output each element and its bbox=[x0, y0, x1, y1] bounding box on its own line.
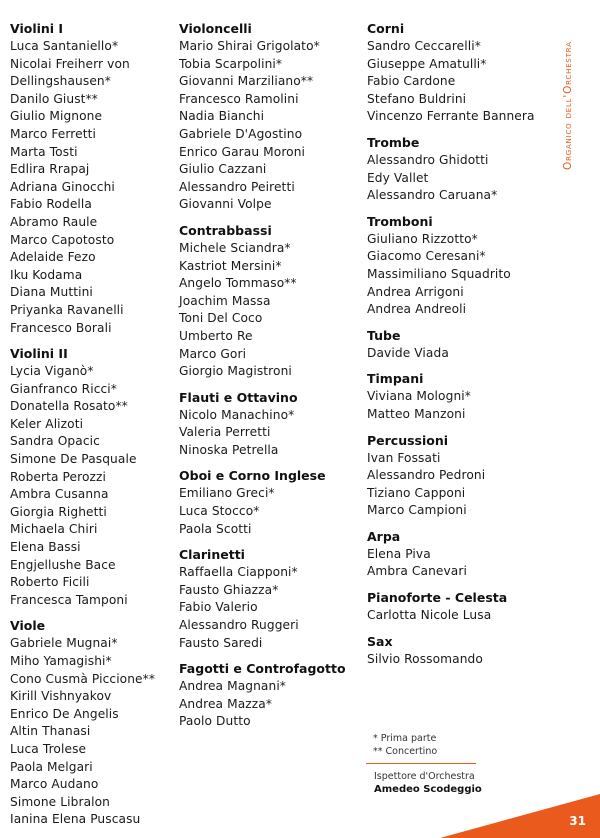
member-name: Adriana Ginocchi bbox=[10, 179, 115, 194]
member-name: Michaela Chiri bbox=[10, 522, 98, 537]
member-name: Mario Shirai Grigolato* bbox=[179, 39, 320, 53]
member-name: Marco Capotosto bbox=[10, 232, 115, 247]
section bbox=[179, 467, 359, 538]
section bbox=[10, 345, 168, 609]
section bbox=[179, 546, 359, 652]
member-name: Carlotta Nicole Lusa bbox=[367, 608, 492, 623]
member-name: Paolo Dutto bbox=[179, 714, 251, 729]
member-name: Joachim Massa bbox=[179, 293, 271, 308]
inspector-label: Ispettore d'Orchestra bbox=[374, 771, 475, 782]
member-name: Francesca Tamponi bbox=[10, 592, 128, 607]
member-name: Davide Viada bbox=[367, 345, 449, 360]
section-title: Percussioni bbox=[367, 432, 449, 448]
member-name: Marta Tosti bbox=[10, 144, 78, 159]
member-name: Giovanni Volpe bbox=[179, 197, 272, 212]
inspector-name: Amedeo Scodeggio bbox=[374, 784, 482, 795]
section-title: Trombe bbox=[367, 134, 420, 150]
member-name: Andrea Andreoli bbox=[367, 302, 467, 317]
section bbox=[179, 389, 359, 460]
member-name: Valeria Perretti bbox=[179, 425, 271, 440]
member-name: Gabriele D'Agostino bbox=[179, 126, 303, 141]
member-name: Paola Scotti bbox=[179, 521, 252, 536]
section bbox=[10, 20, 168, 337]
member-name: Simone De Pasquale bbox=[10, 452, 137, 467]
section bbox=[367, 327, 547, 363]
member-name: Marco Ferretti bbox=[10, 126, 96, 141]
member-name: Francesco Ramolini bbox=[179, 91, 299, 106]
member-name: Ambra Canevari bbox=[367, 564, 467, 579]
member-name: Viviana Mologni* bbox=[367, 389, 471, 404]
member-name: Priyanka Ravanelli bbox=[10, 302, 124, 317]
section bbox=[367, 528, 547, 581]
section-title: Sax bbox=[367, 633, 393, 649]
member-name: Tiziano Capponi bbox=[367, 485, 466, 500]
section bbox=[10, 617, 168, 829]
column-middle bbox=[179, 20, 359, 739]
member-name: Paola Melgari bbox=[10, 759, 93, 774]
member-name: Cono Cusmà Piccione** bbox=[10, 671, 156, 686]
member-name: Luca Stocco* bbox=[179, 504, 260, 519]
member-name: Donatella Rosato** bbox=[10, 399, 128, 414]
section-title: Violoncelli bbox=[179, 21, 252, 36]
member-name: Tobia Scarpolini* bbox=[179, 56, 283, 71]
section-title: Pianoforte - Celesta bbox=[367, 590, 508, 606]
orchestra-inspector bbox=[374, 770, 482, 797]
member-name: Alessandro Peiretti bbox=[179, 179, 295, 194]
member-name: Angelo Tommaso** bbox=[179, 276, 297, 291]
member-name: Fausto Saredi bbox=[179, 635, 263, 650]
member-name: Matteo Manzoni bbox=[367, 406, 466, 421]
member-name: Francesco Borali bbox=[10, 320, 112, 335]
section bbox=[179, 222, 359, 381]
section-title: Tromboni bbox=[367, 213, 433, 229]
member-name: Enrico De Angelis bbox=[10, 706, 119, 721]
member-name: Luca Santaniello* bbox=[10, 39, 119, 53]
member-name: Altin Thanasi bbox=[10, 724, 91, 739]
member-name: Iku Kodama bbox=[10, 267, 83, 282]
section bbox=[179, 20, 359, 214]
section-title: Viole bbox=[10, 618, 46, 634]
member-name: Roberta Perozzi bbox=[10, 469, 107, 484]
member-name: Dellingshausen* bbox=[10, 74, 111, 89]
member-name: Giorgio Magistroni bbox=[179, 364, 292, 379]
column-left bbox=[10, 20, 168, 837]
member-name: Marco Gori bbox=[179, 346, 247, 361]
legend-prima-parte: * Prima parte bbox=[373, 733, 437, 744]
member-name: Elena Piva bbox=[367, 546, 431, 561]
section-title: Violini II bbox=[10, 346, 68, 362]
section bbox=[367, 213, 547, 319]
side-section-label: Organico dell'Orchestra bbox=[562, 41, 574, 170]
member-name: Andrea Arrigoni bbox=[367, 284, 464, 299]
member-name: Fausto Ghiazza* bbox=[179, 582, 279, 597]
member-name: Silvio Rossomando bbox=[367, 651, 483, 666]
section-title: Fagotti e Controfagotto bbox=[179, 661, 346, 677]
member-name: Giovanni Marziliano** bbox=[179, 74, 314, 89]
section-title: Violini I bbox=[10, 21, 64, 36]
member-name: Ninoska Petrella bbox=[179, 442, 279, 457]
section-title: Oboi e Corno Inglese bbox=[179, 468, 326, 484]
section-title: Clarinetti bbox=[179, 547, 245, 563]
section-title: Tube bbox=[367, 327, 401, 343]
member-name: Vincenzo Ferrante Bannera bbox=[367, 109, 535, 124]
member-name: Gianfranco Ricci* bbox=[10, 381, 117, 396]
member-name: Stefano Buldrini bbox=[367, 91, 467, 106]
member-name: Raffaella Ciapponi* bbox=[179, 565, 298, 580]
member-name: Alessandro Ruggeri bbox=[179, 618, 299, 633]
member-name: Toni Del Coco bbox=[179, 311, 263, 326]
section bbox=[367, 432, 547, 520]
page-number: 31 bbox=[569, 814, 586, 828]
section bbox=[179, 660, 359, 731]
section-title: Corni bbox=[367, 21, 405, 36]
member-name: Giulio Cazzani bbox=[179, 162, 267, 177]
member-name: Massimiliano Squadrito bbox=[367, 266, 511, 281]
member-name: Lycia Viganò* bbox=[10, 364, 94, 379]
member-name: Alessandro Pedroni bbox=[367, 468, 486, 483]
member-name: Edy Vallet bbox=[367, 170, 429, 185]
member-name: Ianina Elena Puscasu bbox=[10, 812, 141, 827]
member-name: Alessandro Caruana* bbox=[367, 188, 498, 203]
member-name: Nicolai Freiherr von bbox=[10, 56, 130, 71]
member-name: Miho Yamagishi* bbox=[10, 654, 112, 668]
legend-divider bbox=[366, 763, 476, 764]
member-name: Danilo Giust** bbox=[10, 91, 98, 106]
member-name: Keler Alizoti bbox=[10, 416, 84, 431]
member-name: Enrico Garau Moroni bbox=[179, 144, 306, 159]
member-name: Emiliano Greci* bbox=[179, 486, 275, 501]
member-name: Giulio Mignone bbox=[10, 109, 103, 124]
member-name: Simone Libralon bbox=[10, 794, 111, 809]
member-name: Michele Sciandra* bbox=[179, 240, 291, 255]
section bbox=[367, 20, 547, 126]
member-name: Diana Muttini bbox=[10, 285, 93, 300]
member-name: Andrea Magnani* bbox=[179, 679, 286, 694]
section bbox=[367, 370, 547, 423]
member-name: Fabio Cardone bbox=[367, 74, 456, 89]
member-name: Fabio Valerio bbox=[179, 600, 258, 615]
member-name: Roberto Ficili bbox=[10, 575, 90, 590]
section-title: Arpa bbox=[367, 528, 401, 544]
member-name: Sandro Ceccarelli* bbox=[367, 39, 481, 53]
member-name: Abramo Raule bbox=[10, 214, 98, 229]
member-name: Luca Trolese bbox=[10, 741, 87, 756]
member-name: Alessandro Ghidotti bbox=[367, 152, 489, 167]
member-name: Nicolo Manachino* bbox=[179, 407, 295, 422]
member-name: Marco Campioni bbox=[367, 503, 467, 518]
member-name: Giuliano Rizzotto* bbox=[367, 231, 478, 246]
member-name: Kastriot Mersini* bbox=[179, 258, 282, 273]
member-name: Giacomo Ceresani* bbox=[367, 249, 486, 264]
member-name: Kirill Vishnyakov bbox=[10, 689, 112, 704]
section-title: Timpani bbox=[367, 371, 424, 387]
section-title: Flauti e Ottavino bbox=[179, 389, 298, 405]
member-name: Engjellushe Bace bbox=[10, 557, 116, 572]
member-name: Ivan Fossati bbox=[367, 450, 441, 465]
member-name: Edlira Rrapaj bbox=[10, 162, 90, 177]
section bbox=[367, 134, 547, 205]
member-name: Sandra Opacic bbox=[10, 434, 100, 449]
member-name: Umberto Re bbox=[179, 328, 253, 343]
legend-concertino: ** Concertino bbox=[373, 746, 438, 757]
legend bbox=[373, 732, 483, 758]
column-right bbox=[367, 20, 547, 676]
member-name: Gabriele Mugnai* bbox=[10, 636, 118, 651]
member-name: Giuseppe Amatulli* bbox=[367, 56, 487, 71]
member-name: Nadia Bianchi bbox=[179, 109, 265, 124]
section-title: Contrabbassi bbox=[179, 222, 272, 238]
member-name: Elena Bassi bbox=[10, 540, 81, 555]
member-name: Adelaide Fezo bbox=[10, 250, 96, 265]
member-name: Marco Audano bbox=[10, 777, 99, 792]
member-name: Giorgia Righetti bbox=[10, 504, 107, 519]
section bbox=[367, 589, 547, 625]
member-name: Fabio Rodella bbox=[10, 197, 92, 212]
member-name: Andrea Mazza* bbox=[179, 696, 273, 711]
section bbox=[367, 633, 547, 669]
member-name: Ambra Cusanna bbox=[10, 487, 109, 502]
